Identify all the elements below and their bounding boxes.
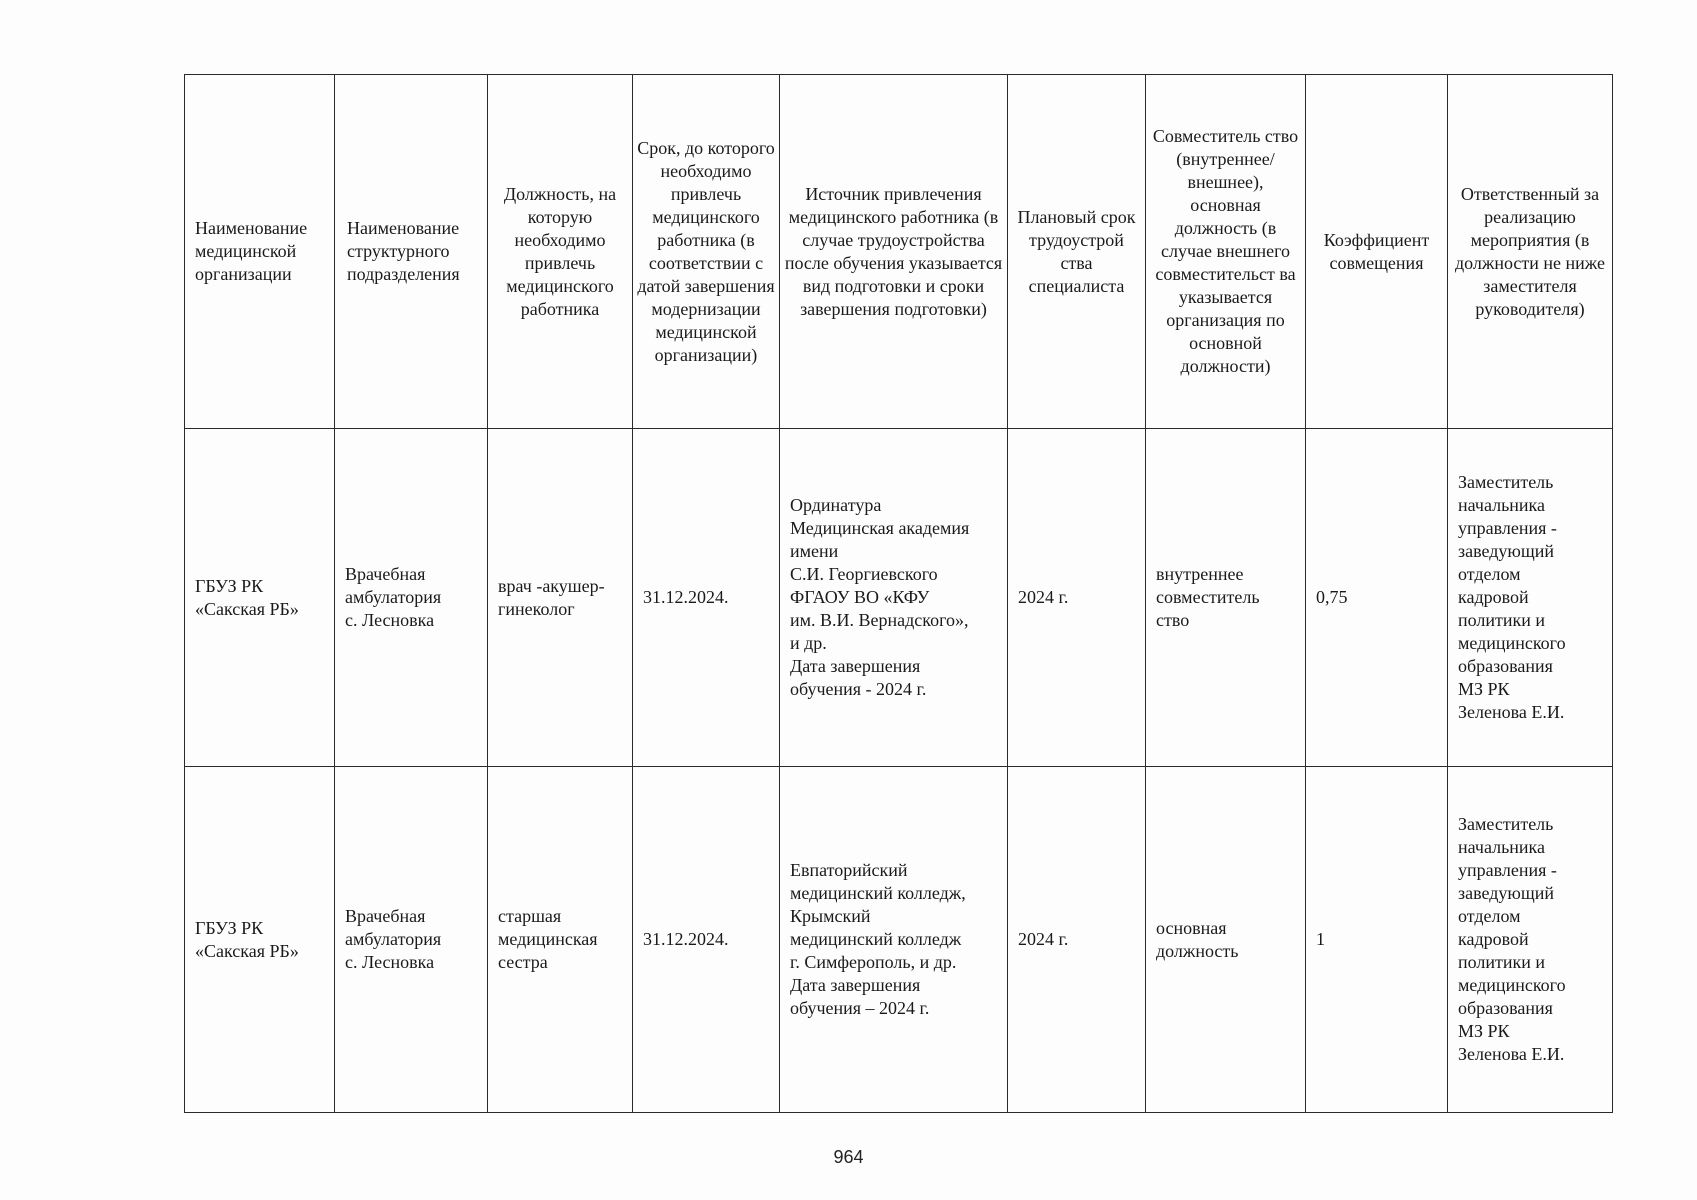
header-combination: Совместитель ство (внутреннее/ внешнее), основная должность (в случае внешнего совместительст ва указывается организация по основной должности) <box>1146 75 1306 429</box>
header-position: Должность, на которую необходимо привлечь медицинского работника <box>488 75 633 429</box>
cell-organization: ГБУЗ РК «Сакская РБ» <box>185 429 335 767</box>
cell-position: старшая медицинская сестра <box>488 767 633 1113</box>
cell-coefficient: 1 <box>1306 767 1448 1113</box>
cell-responsible: Заместитель начальника управления - заведующий отделом кадровой политики и медицинского образования МЗ РК Зеленова Е.И. <box>1448 767 1613 1113</box>
header-planned-date: Плановый срок трудоустрой ства специалиста <box>1008 75 1146 429</box>
table-row <box>185 767 1613 1113</box>
header-responsible: Ответственный за реализацию мероприятия (в должности не ниже заместителя руководителя) <box>1448 75 1613 429</box>
cell-responsible: Заместитель начальника управления - заведующий отделом кадровой политики и медицинского образования МЗ РК Зеленова Е.И. <box>1448 429 1613 767</box>
page-number: 964 <box>833 1147 864 1167</box>
table-header-row <box>185 75 1613 429</box>
cell-planned-date: 2024 г. <box>1008 429 1146 767</box>
header-organization: Наименование медицинской организации <box>185 75 335 429</box>
header-coefficient: Коэффициент совмещения <box>1306 75 1448 429</box>
cell-planned-date: 2024 г. <box>1008 767 1146 1113</box>
header-source: Источник привлечения медицинского работника (в случае трудоустройства после обучения указывается вид подготовки и сроки завершения подготовки) <box>780 75 1008 429</box>
cell-structural-unit: Врачебная амбулатория с. Лесновка <box>335 429 488 767</box>
cell-combination: внутреннее совместитель ство <box>1146 429 1306 767</box>
cell-deadline: 31.12.2024. <box>633 429 780 767</box>
cell-coefficient: 0,75 <box>1306 429 1448 767</box>
header-deadline: Срок, до которого необходимо привлечь медицинского работника (в соответствии с датой завершения модернизации медицинской организации) <box>633 75 780 429</box>
cell-structural-unit: Врачебная амбулатория с. Лесновка <box>335 767 488 1113</box>
staffing-table <box>184 74 1613 1113</box>
cell-source: Ординатура Медицинская академия имени С.И. Георгиевского ФГАОУ ВО «КФУ им. В.И. Вернадского», и др. Дата завершения обучения - 2024 г. <box>780 429 1008 767</box>
cell-source: Евпаторийский медицинский колледж, Крымский медицинский колледж г. Симферополь, и др. Дата завершения обучения – 2024 г. <box>780 767 1008 1113</box>
cell-organization: ГБУЗ РК «Сакская РБ» <box>185 767 335 1113</box>
cell-deadline: 31.12.2024. <box>633 767 780 1113</box>
cell-combination: основная должность <box>1146 767 1306 1113</box>
cell-position: врач -акушер- гинеколог <box>488 429 633 767</box>
table-row <box>185 429 1613 767</box>
header-structural-unit: Наименование структурного подразделения <box>335 75 488 429</box>
